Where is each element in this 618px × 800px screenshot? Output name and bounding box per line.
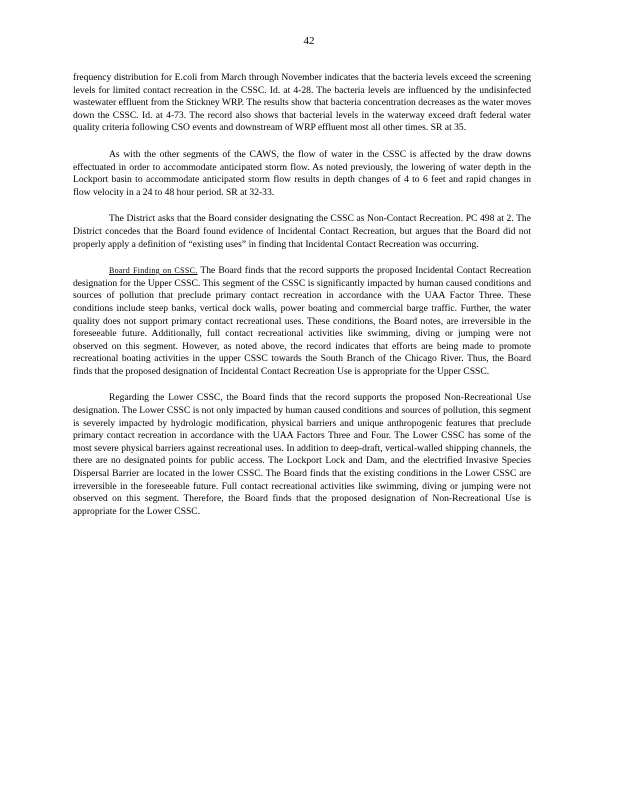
paragraph-bacteria-levels: frequency distribution for E.coli from March through November indicates that the bacteria levels exceed the screening levels for limited contact recreation in the CSSC. Id. at 4-28. The bacteria levels are influenced by the undisinfected wastewater effluent from the Stickney WRP. The results show that bacteria concentration decreases as the water moves down the CSSC. Id. at 4-73. The record also shows that bacterial levels in the waterway exceed draft federal water quality criteria following CSO events and downstream of WRP effluent most all other times. SR at 35.	[73, 72, 531, 134]
paragraph-flow-of-water: As with the other segments of the CAWS, the flow of water in the CSSC is affected by the draw downs effectuated in order to accommodate anticipated storm flow. As noted previously, the lowering of water depth in the Lockport basin to accommodate anticipated storm flow results in depth changes of 4 to 6 feet and rapid changes in flow velocity in a 24 to 48 hour period. SR at 32-33.	[73, 148, 531, 198]
paragraph-lower-cssc: Regarding the Lower CSSC, the Board finds that the record supports the proposed Non-Recreational Use designation. The Lower CSSC is not only impacted by human caused conditions and sources of pollution, this segment is severely impacted by hydrologic modification, physical barriers and unique anthropogenic features that preclude primary contact recreation in accordance with the UAA Factors Three and Four. The Lower CSSC has some of the most severe physical barriers against recreational uses. In addition to deep-draft, vertical-walled shipping channels, the there are no designated points for public access. The Lockport Lock and Dam, and the electrified Invasive Species Dispersal Barrier are located in the lower CSSC. The Board finds that the existing conditions in the Lower CSSC are irreversible in the foreseeable future. Full contact recreational activities like swimming, diving or jumping were not observed on this segment. Therefore, the Board finds that the proposed designation of Non-Recreational Use is appropriate for the Lower CSSC.	[73, 392, 531, 517]
section-heading: Board Finding on CSSC.	[109, 266, 198, 276]
body-text	[73, 72, 531, 532]
page-number: 42	[303, 35, 315, 47]
paragraph-board-finding-text: The Board finds that the record supports the proposed Incidental Contact Recreation designation for the Upper CSSC. This segment of the CSSC is significantly impacted by human caused conditions and sources of pollution that preclude primary contact recreation in accordance with the UAA Factor Three. These conditions include steep banks, vertical dock walls, power boating and commercial barge traffic. Further, the water quality does not support primary contact recreational uses. These conditions, the Board notes, are irreversible in the foreseeable future. Additionally, full contact recreational activities like swimming, diving or jumping were not observed on this segment. However, as noted above, the record indicates that efforts are being made to promote recreational boating activities in the upper CSSC towards the South Branch of the Chicago River. Thus, the Board finds that the proposed designation of Incidental Contact Recreation Use is appropriate for the Upper CSSC.	[73, 265, 531, 377]
paragraph-board-finding-upper	[73, 265, 531, 378]
paragraph-district-request: The District asks that the Board consider designating the CSSC as Non-Contact Recreation. PC 498 at 2. The District concedes that the Board found evidence of Incidental Contact Recreation, but argues that the Board did not properly apply a definition of “existing uses” in finding that Incidental Contact Recreation was occurring.	[73, 213, 531, 250]
